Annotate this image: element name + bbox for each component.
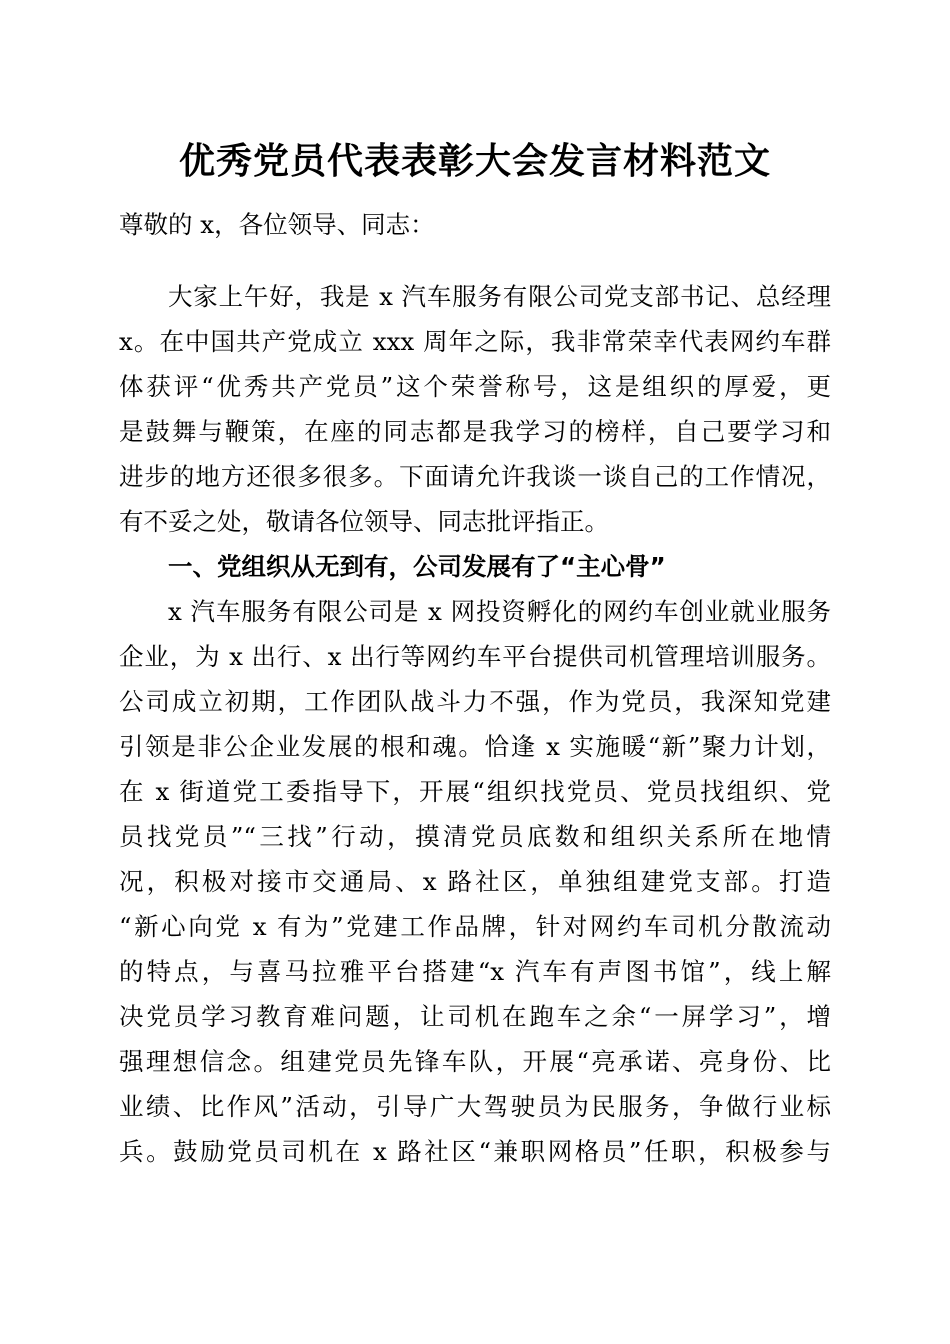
paragraph-line: 的特点，与喜马拉雅平台搭建“x 汽车有声图书馆”，线上解 xyxy=(119,957,831,986)
paragraph-line: 员找党员”“三找”行动，摸清党员底数和组织关系所在地情 xyxy=(119,822,831,851)
document-title: 优秀党员代表表彰大会发言材料范文 xyxy=(178,140,771,182)
paragraph-line: 业绩、比作风”活动，引导广大驾驶员为民服务，争做行业标 xyxy=(119,1092,831,1121)
section-heading: 一、党组织从无到有，公司发展有了“主心骨” xyxy=(168,552,666,581)
paragraph-line: “新心向党 x 有为”党建工作品牌，针对网约车司机分散流动 xyxy=(119,912,831,941)
paragraph-line: 在 x 街道党工委指导下，开展“组织找党员、党员找组织、党 xyxy=(119,777,831,806)
paragraph-line: 大家上午好，我是 x 汽车服务有限公司党支部书记、总经理 xyxy=(168,282,831,311)
paragraph-line: 强理想信念。组建党员先锋车队，开展“亮承诺、亮身份、比 xyxy=(119,1047,831,1076)
paragraph-line: 进步的地方还很多很多。下面请允许我谈一谈自己的工作情况， xyxy=(119,462,831,491)
paragraph-line: 兵。鼓励党员司机在 x 路社区“兼职网格员”任职，积极参与 xyxy=(119,1137,831,1166)
paragraph-line: 引领是非公企业发展的根和魂。恰逢 x 实施暖“新”聚力计划， xyxy=(119,732,831,761)
paragraph-line: 体获评“优秀共产党员”这个荣誉称号，这是组织的厚爱，更 xyxy=(119,372,831,401)
paragraph-line: 公司成立初期，工作团队战斗力不强，作为党员，我深知党建 xyxy=(119,687,831,716)
paragraph-line: x 汽车服务有限公司是 x 网投资孵化的网约车创业就业服务 xyxy=(168,597,831,626)
salutation: 尊敬的 x，各位领导、同志： xyxy=(119,210,435,239)
paragraph-line: x。在中国共产党成立 xxx 周年之际，我非常荣幸代表网约车群 xyxy=(119,327,831,356)
paragraph-line: 决党员学习教育难问题，让司机在跑车之余“一屏学习”，增 xyxy=(119,1002,831,1031)
paragraph-line: 企业，为 x 出行、x 出行等网约车平台提供司机管理培训服务。 xyxy=(119,642,831,671)
paragraph-line: 有不妥之处，敬请各位领导、同志批评指正。 xyxy=(119,507,609,536)
paragraph-line: 况，积极对接市交通局、x 路社区，单独组建党支部。打造 xyxy=(119,867,831,896)
paragraph-line: 是鼓舞与鞭策，在座的同志都是我学习的榜样，自己要学习和 xyxy=(119,417,831,446)
